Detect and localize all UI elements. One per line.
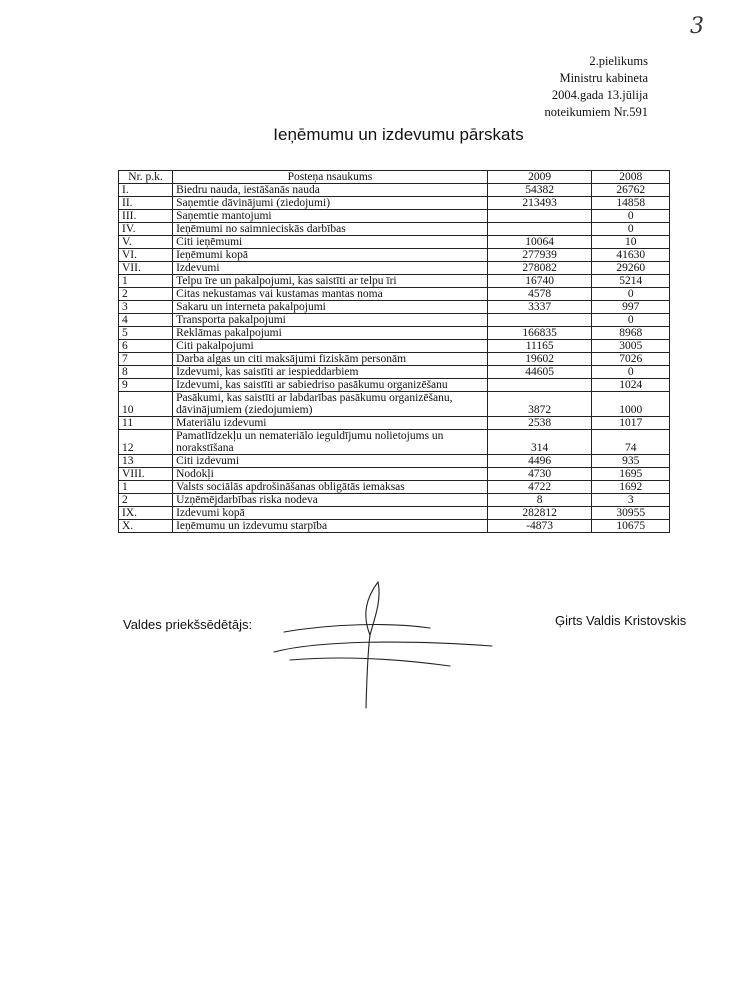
row-value-2008: 10675 [592, 520, 670, 533]
row-nr: III. [119, 210, 173, 223]
table-row [119, 430, 670, 455]
row-value-2009: 213493 [487, 197, 592, 210]
row-nr: I. [119, 184, 173, 197]
row-value-2008: 1017 [592, 417, 670, 430]
report-table [118, 170, 670, 533]
row-value-2009: 4730 [487, 468, 592, 481]
table-row [119, 366, 670, 379]
annex-line-3: 2004.gada 13.jūlija [551, 88, 648, 102]
row-name-line-1: Pasākumi, kas saistīti ar labdarības pasākumu organizēšanu, [176, 392, 453, 404]
table-row [119, 314, 670, 327]
row-value-2009: 277939 [487, 249, 592, 262]
row-value-2008: 29260 [592, 262, 670, 275]
row-name: Saņemtie dāvinājumi (ziedojumi) [173, 197, 488, 210]
row-name: Izdevumi, kas saistīti ar iespieddarbiem [173, 366, 488, 379]
table-row [119, 184, 670, 197]
row-value-2008: 0 [592, 314, 670, 327]
row-value-2009: 8 [487, 494, 592, 507]
table-row [119, 353, 670, 366]
row-value-2009: 278082 [487, 262, 592, 275]
row-value-2009 [487, 210, 592, 223]
row-value-2008: 8968 [592, 327, 670, 340]
header-name: Posteņa nsaukums [173, 171, 488, 184]
row-nr: 11 [119, 417, 173, 430]
table-row [119, 455, 670, 468]
table-row [119, 275, 670, 288]
page-title-text: Ieņēmumu un izdevumu pārskats [273, 125, 524, 144]
table-row [119, 249, 670, 262]
row-value-2009: 10064 [487, 236, 592, 249]
table-row [119, 494, 670, 507]
table-row [119, 481, 670, 494]
page-title [0, 125, 733, 145]
row-value-2009: 166835 [487, 327, 592, 340]
row-nr: 12 [119, 430, 173, 455]
table-row [119, 197, 670, 210]
row-name [173, 392, 488, 417]
row-name-line-2: dāvinājumiem (ziedojumiem) [176, 404, 313, 416]
row-value-2009: 44605 [487, 366, 592, 379]
row-nr: VIII. [119, 468, 173, 481]
row-name: Nodokļi [173, 468, 488, 481]
row-name [173, 430, 488, 455]
row-nr: 1 [119, 481, 173, 494]
table-row [119, 288, 670, 301]
row-value-2009: 4722 [487, 481, 592, 494]
row-value-2009: -4873 [487, 520, 592, 533]
row-value-2009: 11165 [487, 340, 592, 353]
row-value-2009: 54382 [487, 184, 592, 197]
row-value-2009: 2538 [487, 417, 592, 430]
row-value-2009: 4496 [487, 455, 592, 468]
row-value-2008: 10 [592, 236, 670, 249]
row-nr: V. [119, 236, 173, 249]
row-nr: VI. [119, 249, 173, 262]
row-value-2008: 0 [592, 366, 670, 379]
row-name: Ieņēmumi kopā [173, 249, 488, 262]
annex-line-4: noteikumiem Nr.591 [544, 105, 648, 119]
annex-header [545, 53, 648, 121]
table-row [119, 301, 670, 314]
signature-stroke-middle [274, 642, 492, 652]
row-nr: 7 [119, 353, 173, 366]
row-value-2009: 314 [487, 430, 592, 455]
row-value-2009 [487, 379, 592, 392]
row-value-2009: 16740 [487, 275, 592, 288]
table-row [119, 262, 670, 275]
table-row [119, 468, 670, 481]
row-value-2008: 3 [592, 494, 670, 507]
signature-stroke-lower [290, 658, 450, 666]
row-name: Darba algas un citi maksājumi fiziskām personām [173, 353, 488, 366]
table-row [119, 379, 670, 392]
row-nr: 10 [119, 392, 173, 417]
row-value-2008: 0 [592, 210, 670, 223]
table-row [119, 340, 670, 353]
row-value-2009: 282812 [487, 507, 592, 520]
row-value-2008: 1024 [592, 379, 670, 392]
chairman-label: Valdes priekšsēdētājs: [123, 617, 253, 632]
table-row [119, 417, 670, 430]
signature-stroke-upper [284, 625, 430, 632]
row-name: Citas nekustamas vai kustamas mantas noma [173, 288, 488, 301]
table-row [119, 223, 670, 236]
row-name: Izdevumi [173, 262, 488, 275]
table-row [119, 520, 670, 533]
row-name: Uzņēmējdarbības riska nodeva [173, 494, 488, 507]
table-row [119, 327, 670, 340]
row-value-2008: 0 [592, 223, 670, 236]
row-nr: 2 [119, 494, 173, 507]
row-value-2008: 1000 [592, 392, 670, 417]
row-value-2008: 7026 [592, 353, 670, 366]
row-name: Biedru nauda, iestāšanās nauda [173, 184, 488, 197]
table-header-row [119, 171, 670, 184]
table-row [119, 507, 670, 520]
annex-line-1: 2.pielikums [589, 54, 648, 68]
row-value-2008: 41630 [592, 249, 670, 262]
row-name: Ieņēmumu un izdevumu starpība [173, 520, 488, 533]
annex-line-2: Ministru kabineta [559, 71, 648, 85]
row-nr: IX. [119, 507, 173, 520]
page-number: 3 [690, 14, 704, 39]
row-name: Telpu īre un pakalpojumi, kas saistīti ar telpu īri [173, 275, 488, 288]
row-value-2009: 3337 [487, 301, 592, 314]
row-value-2008: 3005 [592, 340, 670, 353]
row-name: Materiālu izdevumi [173, 417, 488, 430]
row-name: Citi izdevumi [173, 455, 488, 468]
row-nr: 4 [119, 314, 173, 327]
row-value-2009 [487, 223, 592, 236]
row-value-2008: 30955 [592, 507, 670, 520]
row-value-2008: 74 [592, 430, 670, 455]
row-name-line-2: norakstīšana [176, 442, 234, 454]
chairman-name: Ģirts Valdis Kristovskis [555, 613, 687, 628]
row-name: Izdevumi, kas saistīti ar sabiedriso pasākumu organizēšanu [173, 379, 488, 392]
row-value-2008: 935 [592, 455, 670, 468]
row-value-2008: 5214 [592, 275, 670, 288]
row-nr: II. [119, 197, 173, 210]
row-value-2009: 4578 [487, 288, 592, 301]
table-row [119, 392, 670, 417]
row-name: Saņemtie mantojumi [173, 210, 488, 223]
table-row [119, 210, 670, 223]
row-name: Reklāmas pakalpojumi [173, 327, 488, 340]
row-name: Transporta pakalpojumi [173, 314, 488, 327]
header-2009: 2009 [487, 171, 592, 184]
row-nr: 2 [119, 288, 173, 301]
row-value-2008: 997 [592, 301, 670, 314]
row-name: Valsts sociālās apdrošināšanas obligātās iemaksas [173, 481, 488, 494]
row-value-2009: 19602 [487, 353, 592, 366]
row-nr: IV. [119, 223, 173, 236]
row-nr: 3 [119, 301, 173, 314]
row-nr: 8 [119, 366, 173, 379]
row-nr: 1 [119, 275, 173, 288]
row-name-line-1: Pamatlīdzekļu un nemateriālo ieguldījumu nolietojums un [176, 430, 444, 442]
row-value-2008: 1692 [592, 481, 670, 494]
row-value-2008: 14858 [592, 197, 670, 210]
row-value-2009 [487, 314, 592, 327]
row-nr: 6 [119, 340, 173, 353]
row-value-2008: 26762 [592, 184, 670, 197]
row-name: Ieņēmumi no saimnieciskās darbības [173, 223, 488, 236]
row-name: Sakaru un interneta pakalpojumi [173, 301, 488, 314]
table-row [119, 236, 670, 249]
row-nr: 5 [119, 327, 173, 340]
header-nr: Nr. p.k. [119, 171, 173, 184]
row-value-2008: 0 [592, 288, 670, 301]
row-name: Izdevumi kopā [173, 507, 488, 520]
signature-image [270, 580, 510, 710]
row-nr: 9 [119, 379, 173, 392]
row-name: Citi ieņēmumi [173, 236, 488, 249]
row-name: Citi pakalpojumi [173, 340, 488, 353]
row-nr: 13 [119, 455, 173, 468]
row-nr: X. [119, 520, 173, 533]
row-value-2009: 3872 [487, 392, 592, 417]
row-value-2008: 1695 [592, 468, 670, 481]
header-2008: 2008 [592, 171, 670, 184]
row-nr: VII. [119, 262, 173, 275]
